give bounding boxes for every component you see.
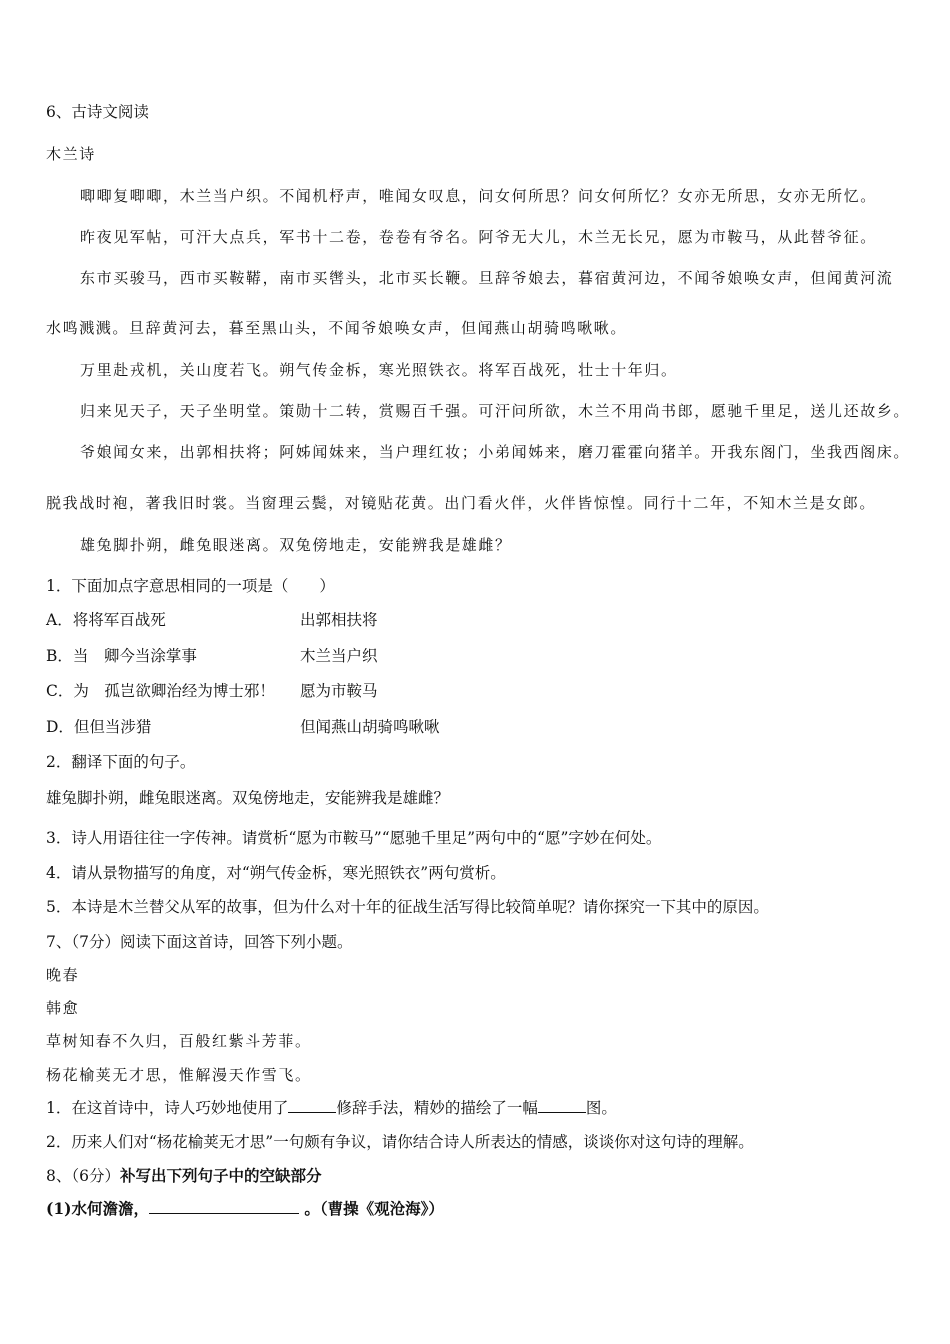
q7-heading: 7、（7分）阅读下面这首诗，回答下列小题。: [46, 933, 353, 951]
q8-heading: [46, 1166, 322, 1186]
poem-line: 爷娘闻女来，出郭相扶将；阿姊闻妹来，当户理红妆；小弟闻姊来，磨刀霍霍向猪羊。开我东阁门，坐我西阁床。: [80, 443, 911, 461]
q8-heading-bold: 补写出下列句子中的空缺部分: [119, 1166, 322, 1185]
q6-sub3: 3．诗人用语往往一字传神。请赏析“愿为市鞍马”“愿驰千里足”两句中的“愿”字妙在何处。: [46, 829, 662, 847]
poem-title: 木兰诗: [46, 145, 96, 163]
q7-sub1: [46, 1098, 617, 1118]
q6-heading: 6、古诗文阅读: [46, 103, 149, 121]
q6-sub2: 2．翻译下面的句子。: [46, 753, 196, 771]
option-c-left: C．为 孤岂欲卿治经为博士邪！: [46, 682, 275, 700]
option-b-right: 木兰当户织: [300, 647, 378, 665]
q7-sub1-text-a: 1．在这首诗中，诗人巧妙地使用了: [46, 1099, 289, 1117]
q8-item1-text-b: 。（曹操《观沧海》）: [304, 1199, 444, 1218]
option-a-left: A．将将军百战死: [46, 611, 166, 629]
poem-line: 雄兔脚扑朔，雌兔眼迷离。双兔傍地走，安能辨我是雄雌？: [80, 536, 512, 554]
q8-item1-text-a: (1)水何澹澹，: [46, 1199, 149, 1218]
poem-line: 脱我战时袍，著我旧时裳。当窗理云鬓，对镜贴花黄。出门看火伴，火伴皆惊惶。同行十二年，不知木兰是女郎。: [46, 494, 877, 512]
q7-author: 韩愈: [46, 999, 80, 1017]
q7-sub1-text-c: 图。: [585, 1099, 617, 1117]
q6-sub4: 4．请从景物描写的角度，对“朔气传金柝，寒光照铁衣”两句赏析。: [46, 864, 506, 882]
q8-item1: [46, 1199, 444, 1219]
option-d-right: 但闻燕山胡骑鸣啾啾: [300, 718, 440, 736]
q7-title: 晚春: [46, 966, 80, 984]
option-b-left: B．当 卿今当涂掌事: [46, 647, 197, 665]
q7-sub1-text-b: 修辞手法，精妙的描绘了一幅: [336, 1099, 538, 1117]
option-c-right: 愿为市鞍马: [300, 682, 378, 700]
poem-line: 昨夜见军帖，可汗大点兵，军书十二卷，卷卷有爷名。阿爷无大儿，木兰无长兄，愿为市鞍马，从此替爷征。: [80, 228, 877, 246]
poem-line: 东市买骏马，西市买鞍鞯，南市买辔头，北市买长鞭。旦辞爷娘去，暮宿黄河边，不闻爷娘唤女声，但闻黄河流: [80, 269, 894, 287]
option-c: [46, 681, 378, 701]
q8-heading-prefix: 8、（6分）: [46, 1167, 120, 1185]
option-b: [46, 646, 378, 666]
q6-sub2-sentence: 雄兔脚扑朔，雌兔眼迷离。双兔傍地走，安能辨我是雄雌？: [46, 789, 450, 807]
option-a-right: 出郭相扶将: [300, 611, 378, 629]
q6-sub5: 5．本诗是木兰替父从军的故事，但为什么对十年的征战生活写得比较简单呢？请你探究一下其中的原因。: [46, 898, 769, 916]
poem-line: 唧唧复唧唧，木兰当户织。不闻机杼声，唯闻女叹息，问女何所思？问女何所忆？女亦无所思，女亦无所忆。: [80, 187, 877, 205]
answer-blank[interactable]: [149, 1199, 299, 1214]
answer-blank[interactable]: [538, 1098, 586, 1113]
option-a: [46, 610, 378, 630]
q6-sub1-stem: 1．下面加点字意思相同的一项是（ ）: [46, 577, 335, 595]
q7-poem-line: 草树知春不久归，百般红紫斗芳菲。: [46, 1032, 312, 1050]
q7-sub2: 2．历来人们对“杨花榆荚无才思”一句颇有争议，请你结合诗人所表达的情感，谈谈你对这句诗的理解。: [46, 1133, 754, 1151]
answer-blank[interactable]: [288, 1098, 336, 1113]
option-d-left: D．但但当涉猎: [46, 718, 152, 736]
option-d: [46, 717, 440, 737]
poem-line: 水鸣溅溅。旦辞黄河去，暮至黑山头，不闻爷娘唤女声，但闻燕山胡骑鸣啾啾。: [46, 319, 628, 337]
poem-line: 归来见天子，天子坐明堂。策勋十二转，赏赐百千强。可汗问所欲，木兰不用尚书郎，愿驰千里足，送儿还故乡。: [80, 402, 911, 420]
poem-line: 万里赴戎机，关山度若飞。朔气传金柝，寒光照铁衣。将军百战死，壮士十年归。: [80, 361, 678, 379]
q7-poem-line: 杨花榆荚无才思，惟解漫天作雪飞。: [46, 1066, 312, 1084]
